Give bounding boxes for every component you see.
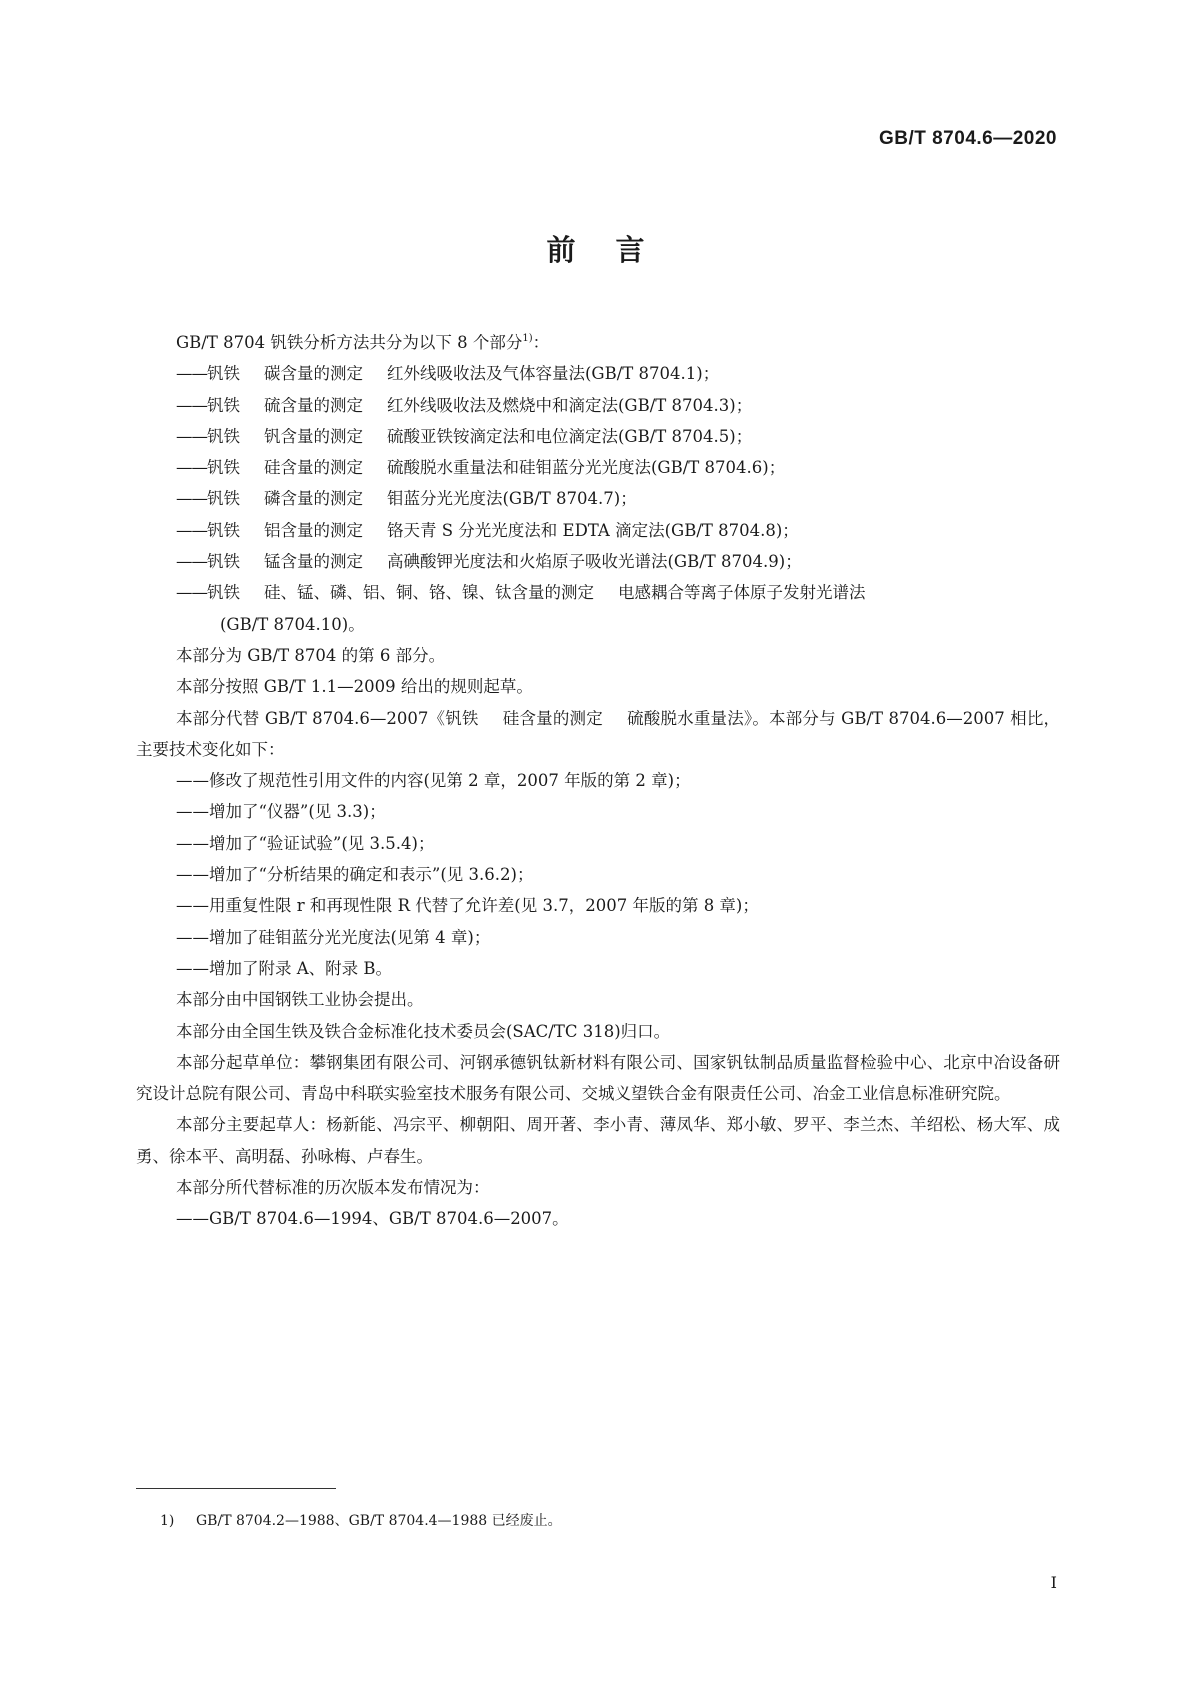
list-item: ——增加了“验证试验”(见 3.5.4)； [176, 833, 435, 853]
page-number: I [1050, 1573, 1057, 1592]
history-item: ——GB/T 8704.6—1994、GB/T 8704.6—2007。 [176, 1209, 569, 1229]
document-body [136, 327, 1060, 1235]
footnote [160, 1510, 562, 1530]
standard-number: GB/T 8704.6—2020 [878, 128, 1057, 149]
replacement-statement: 本部分代替 GB/T 8704.6—2007《钒铁 硅含量的测定 硫酸脱水重量法》。本部分与 GB/T 8704.6—2007 相比，主要技术变化如下： [136, 708, 1061, 759]
intro-paragraph: GB/T 8704 钒铁分析方法共分为以下 8 个部分$^{1)}$： [176, 333, 550, 352]
list-item: ——钒铁 碳含量的测定 红外线吸收法及气体容量法(GB/T 8704.1)； [176, 364, 720, 384]
main-drafters: 本部分主要起草人：杨新能、冯宗平、柳朝阳、周开著、李小青、薄凤华、郑小敏、罗平、李兰杰、羊绍松、杨大军、成勇、徐本平、高明磊、孙咏梅、卢春生。 [136, 1115, 1060, 1166]
page-title: 前言 [546, 233, 685, 267]
list-item: ——增加了“仪器”(见 3.3)； [176, 802, 386, 822]
list-item: ——用重复性限 r 和再现性限 R 代替了允许差(见 3.7，2007 年版的第 8 章)； [176, 896, 759, 916]
drafting-rules: 本部分按照 GB/T 1.1—2009 给出的规则起草。 [176, 677, 533, 697]
list-item: ——钒铁 硫含量的测定 红外线吸收法及燃烧中和滴定法(GB/T 8704.3)； [176, 395, 753, 415]
list-item: ——钒铁 锰含量的测定 高碘酸钾光度法和火焰原子吸收光谱法(GB/T 8704.9)； [176, 552, 802, 572]
proposed-by: 本部分由中国钢铁工业协会提出。 [176, 990, 424, 1010]
drafting-units: 本部分起草单位：攀钢集团有限公司、河钢承德钒钛新材料有限公司、国家钒钛制品质量监督检验中心、北京中冶设备研究设计总院有限公司、青岛中科联实验室技术服务有限公司、交城义望铁合金有限责任公司、冶金工业信息标准研究院。 [136, 1052, 1060, 1104]
parts-list [136, 358, 1060, 640]
list-item: ——修改了规范性引用文件的内容(见第 2 章，2007 年版的第 2 章)； [176, 771, 691, 791]
list-item: ——钒铁 铝含量的测定 铬天青 S 分光光度法和 EDTA 滴定法(GB/T 8704.8)； [176, 520, 799, 540]
changes-list [136, 765, 1060, 984]
footnote-text: GB/T 8704.2—1988、GB/T 8704.4—1988 已经废止。 [196, 1513, 562, 1529]
list-item: ——钒铁 钒含量的测定 硫酸亚铁铵滴定法和电位滴定法(GB/T 8704.5)； [176, 426, 753, 446]
list-item: ——钒铁 硅含量的测定 硫酸脱水重量法和硅钼蓝分光光度法(GB/T 8704.6)； [176, 458, 786, 478]
footnote-number: 1) [160, 1513, 175, 1529]
list-item: ——钒铁 磷含量的测定 钼蓝分光光度法(GB/T 8704.7)； [176, 489, 637, 509]
list-item: ——增加了附录 A、附录 B。 [176, 958, 393, 978]
footnote-ref: 1) [522, 333, 533, 344]
footnote-divider [136, 1488, 336, 1489]
history-heading: 本部分所代替标准的历次版本发布情况为： [176, 1178, 490, 1198]
centralized-by: 本部分由全国生铁及铁合金标准化技术委员会(SAC/TC 318)归口。 [176, 1021, 671, 1041]
list-item: ——钒铁 硅、锰、磷、铝、铜、铬、镍、钛含量的测定 电感耦合等离子体原子发射光谱法 (GB/T 8704.10)。 [176, 583, 866, 634]
list-item: ——增加了“分析结果的确定和表示”(见 3.6.2)； [176, 865, 534, 885]
part-statement: 本部分为 GB/T 8704 的第 6 部分。 [176, 645, 446, 665]
list-item: ——增加了硅钼蓝分光光度法(见第 4 章)； [176, 927, 491, 947]
